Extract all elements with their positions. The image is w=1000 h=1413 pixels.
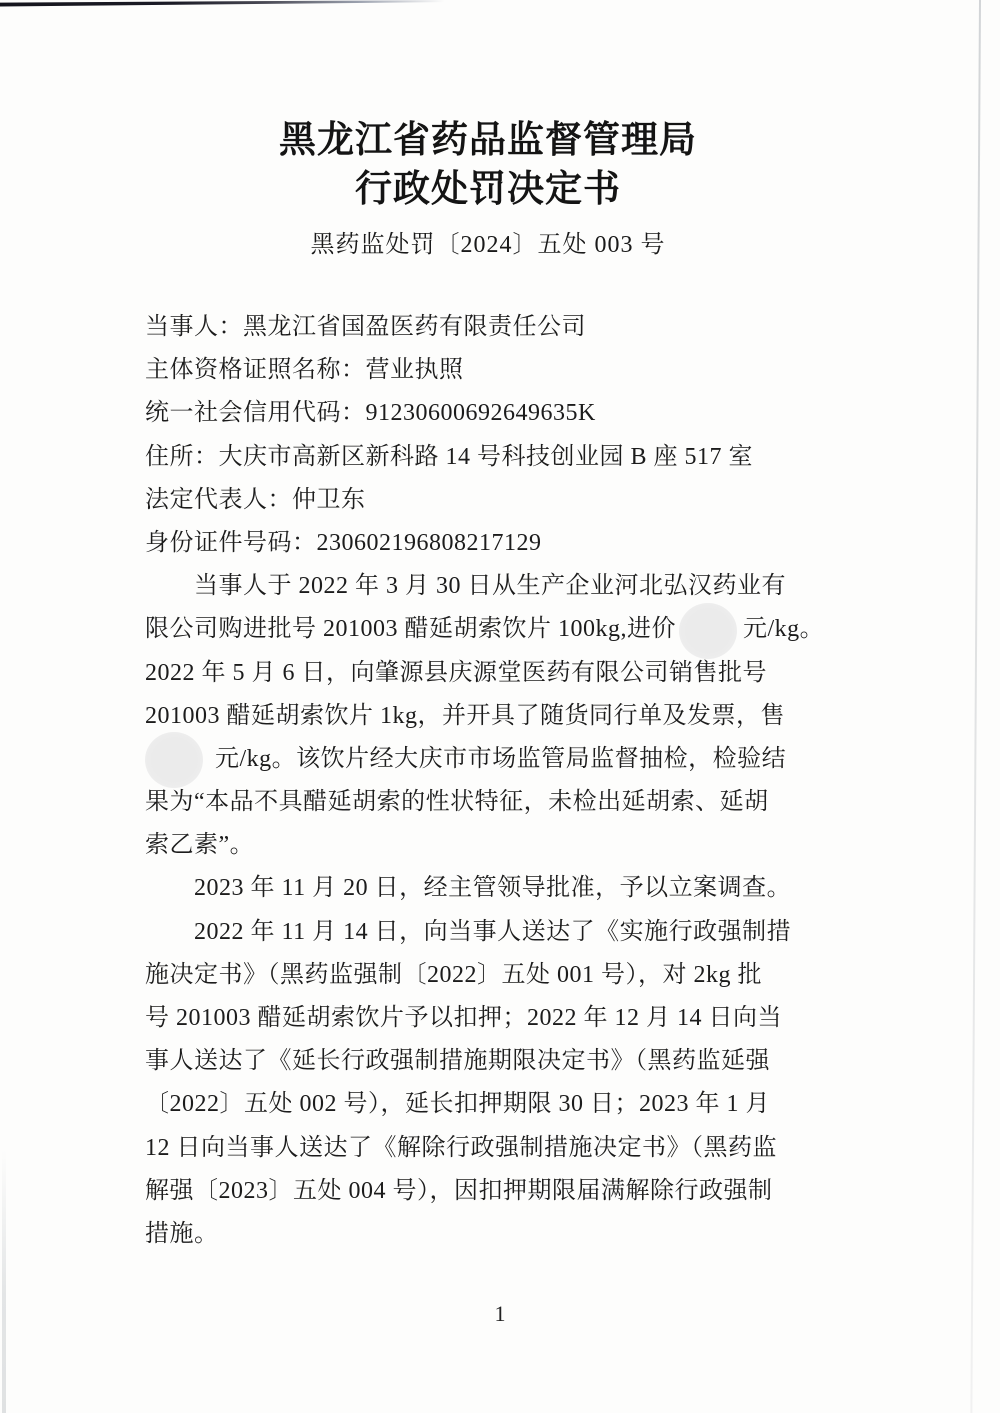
body-line: 限公司购进批号 201003 醋延胡索饮片 100kg,进价 元/kg。	[145, 608, 863, 651]
document-title	[0, 116, 1000, 214]
scan-artifact-top-line	[0, 0, 458, 7]
info-line: 统一社会信用代码：91230600692649635K	[145, 400, 596, 427]
document-number: 黑药监处罚〔2024〕五处 003 号	[310, 232, 666, 258]
document-title-line2: 行政处罚决定书	[355, 169, 621, 210]
info-line: 身份证件号码：230602196808217129	[145, 529, 542, 556]
info-line: 住所：大庆市高新区新科路 14 号科技创业园 B 座 517 室	[145, 443, 754, 470]
body-line: 果为“本品不具醋延胡索的性状特征，未检出延胡索、延胡	[145, 789, 769, 816]
scan-artifact-left-edge	[2, 1150, 6, 1413]
body-line: 2022 年 11 月 14 日，向当事人送达了《实施行政强制措	[194, 918, 792, 945]
body-line: 号 201003 醋延胡索饮片予以扣押；2022 年 12 月 14 日向当	[145, 1005, 782, 1031]
body-line: 〔2022〕五处 002 号），延长扣押期限 30 日；2023 年 1 月	[145, 1091, 770, 1118]
body-line: 12 日向当事人送达了《解除行政强制措施决定书》（黑药监	[145, 1134, 777, 1161]
body-line: 措施。	[145, 1220, 219, 1247]
party-info-block	[145, 306, 863, 565]
body-line: 元/kg。该饮片经大庆市市场监管局监督抽检，检验结	[145, 738, 863, 781]
body-line: 索乙素”。	[145, 832, 255, 859]
body-line: 事人送达了《延长行政强制措施期限决定书》（黑药监延强	[145, 1048, 770, 1075]
body-line: 2023 年 11 月 20 日，经主管领导批准，予以立案调查。	[194, 875, 792, 902]
redaction-blob	[679, 603, 737, 659]
body-line: 解强〔2023〕五处 004 号），因扣押期限届满解除行政强制	[145, 1177, 773, 1204]
paragraph-block	[145, 565, 863, 1256]
body-line: 当事人于 2022 年 3 月 30 日从生产企业河北弘汉药业有	[194, 573, 786, 600]
info-line: 法定代表人：仲卫东	[145, 486, 366, 513]
body-text	[145, 306, 863, 1256]
info-line: 当事人：黑龙江省国盈医药有限责任公司	[145, 314, 586, 340]
body-line: 施决定书》（黑药监强制〔2022〕五处 001 号），对 2kg 批	[145, 961, 762, 988]
info-line: 主体资格证照名称：营业执照	[145, 357, 464, 384]
page-number: 1	[494, 1301, 506, 1326]
body-line: 2022 年 5 月 6 日，向肇源县庆源堂医药有限公司销售批号	[145, 659, 767, 686]
redaction-blob	[145, 732, 203, 788]
document-title-line1: 黑龙江省药品监督管理局	[279, 120, 697, 161]
body-line: 201003 醋延胡索饮片 1kg，并开具了随货同行单及发票，售	[145, 702, 785, 729]
